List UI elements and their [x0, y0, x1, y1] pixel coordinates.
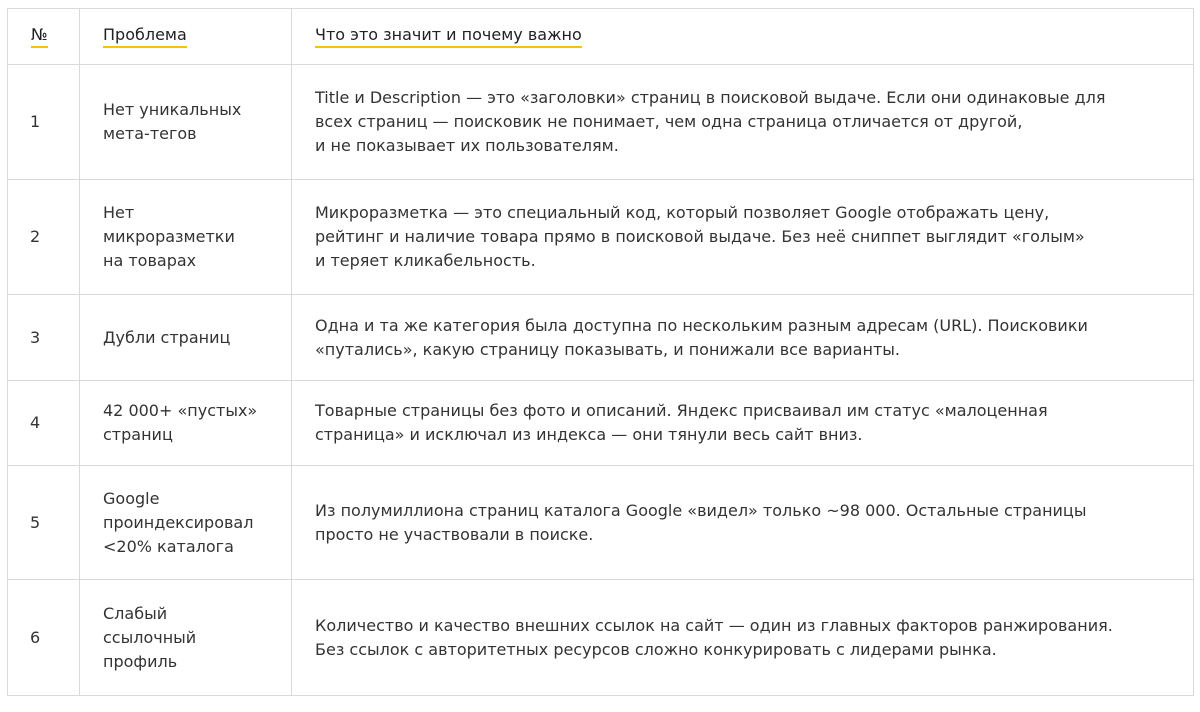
header-problem-label: Проблема	[103, 25, 187, 48]
row-problem	[80, 381, 292, 466]
problem-line: микроразметки	[103, 227, 235, 246]
meaning-line: Микроразметка — это специальный код, который позволяет Google отображать цену,	[315, 203, 1050, 222]
meaning-line: Без ссылок с авторитетных ресурсов сложно конкурировать с лидерами рынка.	[315, 639, 997, 659]
row-number: 2	[8, 180, 80, 295]
problem-line: Google	[103, 488, 160, 508]
row-number: 4	[8, 381, 80, 466]
row-problem	[80, 466, 292, 580]
problem-line: страниц	[103, 425, 173, 444]
row-number: 5	[8, 466, 80, 580]
row-problem	[80, 295, 292, 381]
problems-table-container	[7, 8, 1193, 696]
row-number: 6	[8, 580, 80, 696]
row-problem	[80, 580, 292, 696]
problem-line: 42 000+ «пустых»	[103, 401, 258, 420]
meaning-line: рейтинг и наличие товара прямо в поисковой выдаче. Без неё сниппет выглядит «голым»	[315, 227, 1085, 246]
row-number: 3	[8, 295, 80, 381]
table-row	[8, 180, 1194, 295]
header-number	[8, 9, 80, 65]
problem-line: проиндексировал	[103, 512, 254, 532]
row-meaning	[292, 381, 1194, 466]
meaning-line: Из полумиллиона страниц каталога Google «видел» только ~98 000. Остальные страницы	[315, 500, 1087, 520]
table-row	[8, 381, 1194, 466]
meaning-line: страница» и исключал из индекса — они тянули весь сайт вниз.	[315, 425, 863, 444]
header-problem	[80, 9, 292, 65]
meaning-line: и не показывает их пользователям.	[315, 136, 619, 155]
meaning-line: Одна и та же категория была доступна по нескольким разным адресам (URL). Поисковики	[315, 315, 1088, 335]
problem-line: профиль	[103, 651, 178, 671]
meaning-line: Title и Description — это «заголовки» страниц в поисковой выдаче. Если они одинаковые для	[315, 88, 1106, 107]
row-meaning	[292, 295, 1194, 381]
table-row	[8, 65, 1194, 180]
problem-line: Слабый	[103, 603, 168, 623]
row-number: 1	[8, 65, 80, 180]
meaning-line: и теряет кликабельность.	[315, 251, 536, 270]
problems-table	[7, 8, 1194, 696]
problem-line: <20% каталога	[103, 536, 234, 556]
problem-line: мета-тегов	[103, 124, 197, 143]
meaning-line: просто не участвовали в поиске.	[315, 524, 594, 544]
problem-line: Дубли страниц	[103, 327, 231, 347]
row-meaning	[292, 180, 1194, 295]
meaning-line: Количество и качество внешних ссылок на сайт — один из главных факторов ранжирования.	[315, 615, 1113, 635]
row-meaning	[292, 466, 1194, 580]
header-number-label: №	[31, 25, 48, 48]
problem-line: Нет	[103, 203, 135, 222]
meaning-line: Товарные страницы без фото и описаний. Яндекс присваивал им статус «малоценная	[315, 401, 1048, 420]
table-row	[8, 295, 1194, 381]
table-row	[8, 466, 1194, 580]
row-problem	[80, 65, 292, 180]
meaning-line: «путались», какую страницу показывать, и понижали все варианты.	[315, 339, 900, 359]
header-meaning	[292, 9, 1194, 65]
problem-line: на товарах	[103, 251, 197, 270]
meaning-line: всех страниц — поисковик не понимает, чем одна страница отличается от другой,	[315, 112, 1023, 131]
row-meaning	[292, 65, 1194, 180]
row-meaning	[292, 580, 1194, 696]
header-meaning-label: Что это значит и почему важно	[315, 25, 582, 48]
table-header-row	[8, 9, 1194, 65]
problem-line: Нет уникальных	[103, 100, 242, 119]
row-problem	[80, 180, 292, 295]
table-row	[8, 580, 1194, 696]
problem-line: ссылочный	[103, 627, 197, 647]
